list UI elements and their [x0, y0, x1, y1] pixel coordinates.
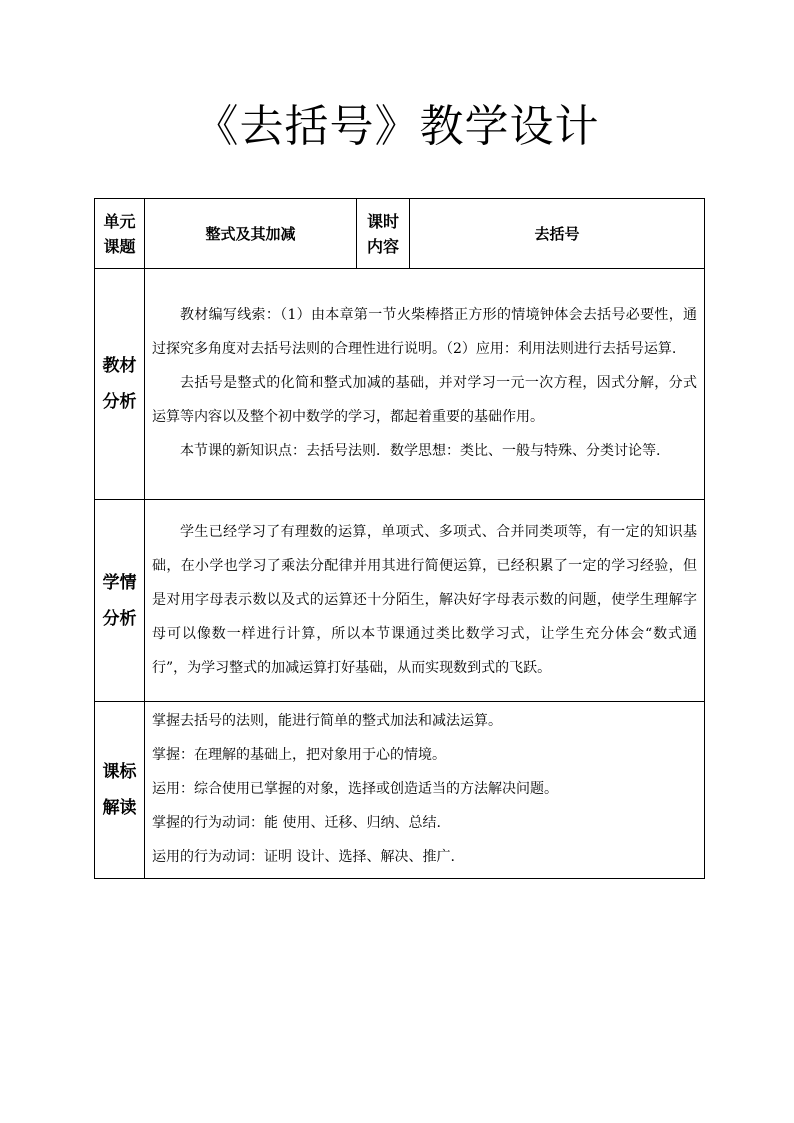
- paragraph: 运用的行为动词：证明 设计、选择、解决、推广.: [152, 849, 455, 865]
- lesson-content-label: [357, 199, 410, 269]
- paragraph: 本节课的新知识点：去括号法则．数学思想：类比、一般与特殊、分类讨论等.: [180, 443, 661, 459]
- lesson-content-label-text: 课时 内容: [366, 211, 399, 256]
- paragraph: 教材编写线索：（1）由本章第一节火柴棒搭正方形的情境钟体会去括号必要性，通过探究多角度对去括号法则的合理性进行说明。（2）应用：利用法则进行去括号运算.: [152, 307, 697, 357]
- header-row: [95, 199, 705, 269]
- unit-topic-label-text: 单元 课题: [103, 211, 136, 256]
- student-analysis-content: [145, 500, 705, 702]
- curriculum-standard-row: [95, 702, 705, 879]
- textbook-analysis-label: [95, 269, 145, 500]
- document-title: 《去括号》教学设计: [194, 101, 600, 152]
- paragraph: 运用：综合使用已掌握的对象，选择或创造适当的方法解决问题。: [152, 781, 558, 797]
- student-analysis-label: [95, 500, 145, 702]
- student-analysis-label-text: 学情 分析: [102, 572, 137, 629]
- student-analysis-row: [95, 500, 705, 702]
- textbook-analysis-row: [95, 269, 705, 500]
- curriculum-standard-label-text: 课标 解读: [102, 762, 137, 818]
- lesson-plan-table: [94, 198, 705, 879]
- paragraph: 学生已经学习了有理数的运算，单项式、多项式、合并同类项等，有一定的知识基础，在小学也学习了乘法分配律并用其进行简便运算，已经积累了一定的学习经验，但是对用字母表示数以及式的运算还十分陌生，解决好字母表示数的问题，使学生理解字母可以像数一样进行计算，所以本节课通过类比数学习式，让学生充分体会“数式通行”，为学习整式的加减运算打好基础，从而实现数到式的飞跃。: [152, 523, 697, 676]
- paragraph: 掌握的行为动词：能 使用、迁移、归纳、总结.: [152, 815, 441, 831]
- paragraph: 掌握去括号的法则，能进行简单的整式加法和减法运算。: [152, 713, 502, 729]
- lesson-content-value: 去括号: [410, 199, 705, 269]
- unit-topic-label: [95, 199, 145, 269]
- curriculum-standard-content: [145, 702, 705, 879]
- textbook-analysis-content: [145, 269, 705, 500]
- curriculum-standard-label: [95, 702, 145, 879]
- paragraph: 掌握：在理解的基础上，把对象用于心的情境。: [152, 747, 446, 763]
- textbook-analysis-label-text: 教材 分析: [102, 356, 137, 412]
- unit-topic-value: 整式及其加减: [145, 199, 357, 269]
- paragraph: 去括号是整式的化简和整式加减的基础，并对学习一元一次方程，因式分解，分式运算等内容以及整个初中数学的学习，都起着重要的基础作用。: [152, 375, 697, 425]
